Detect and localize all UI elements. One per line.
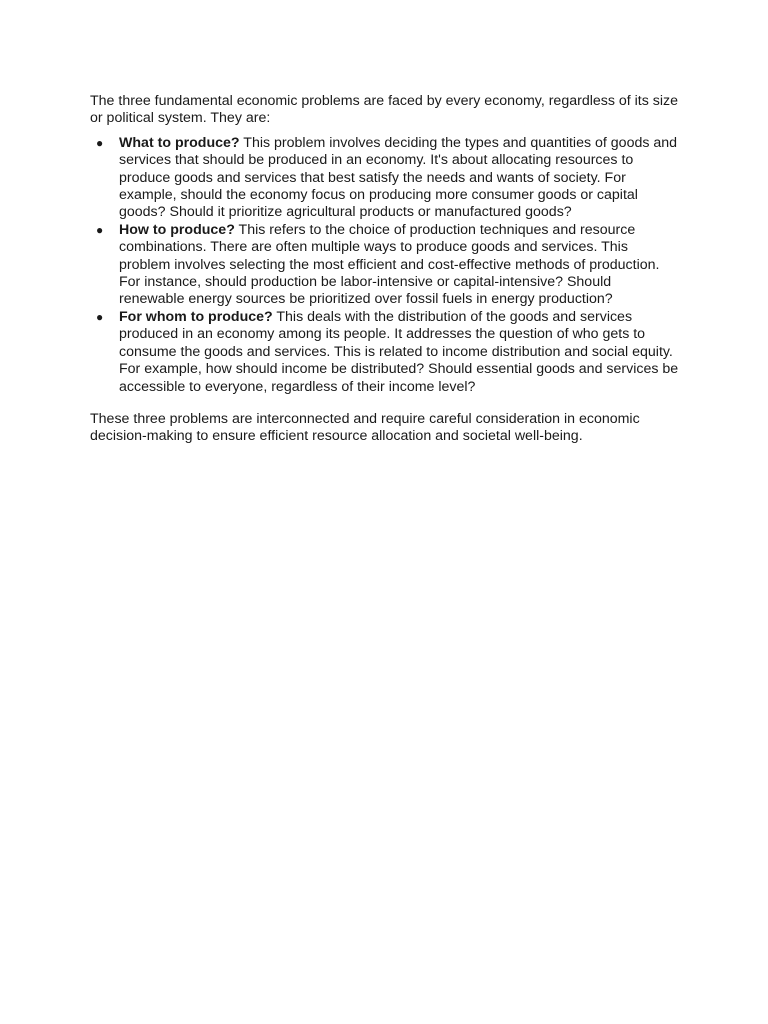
item-text: This deals with the distribution of the goods and services produced in an economy among its people. It addresses the question of who gets to consume the goods and services. This is related to income distribution and social equity. For example, how should income be distributed? Should essential goods and services be accessible to everyone, regardless of their income level? (119, 308, 679, 395)
bullet-icon: ● (96, 222, 104, 237)
item-title: How to produce? (119, 221, 235, 238)
bullet-icon: ● (96, 309, 104, 324)
intro-paragraph: The three fundamental economic problems are faced by every economy, regardless of its size or political system. They are: (90, 93, 679, 127)
list-item-for-whom-to-produce (90, 309, 680, 396)
list-item-what-to-produce (90, 135, 680, 222)
conclusion-paragraph: These three problems are interconnected and require careful consideration in economic decision-making to ensure efficient resource allocation and societal well-being. (90, 410, 640, 445)
item-text: This refers to the choice of production techniques and resource combinations. There are often multiple ways to produce goods and services. This problem involves selecting the most efficient and cost-effective methods of production. For instance, should production be labor-intensive or capital-intensive? Should renewable energy sources be prioritized over fossil fuels in energy production? (119, 221, 660, 308)
list-item-how-to-produce (90, 222, 680, 309)
document-body (90, 93, 680, 446)
item-title: What to produce? (119, 134, 240, 151)
item-text: This problem involves deciding the types and quantities of goods and services that should be produced in an economy. It's about allocating resources to produce goods and services that best satisfy the needs and wants of society. For example, should the economy focus on producing more consumer goods or capital goods? Should it prioritize agricultural products or manufactured goods? (119, 134, 678, 221)
bullet-icon: ● (96, 135, 104, 150)
item-title: For whom to produce? (119, 308, 273, 325)
problems-list (90, 135, 680, 396)
